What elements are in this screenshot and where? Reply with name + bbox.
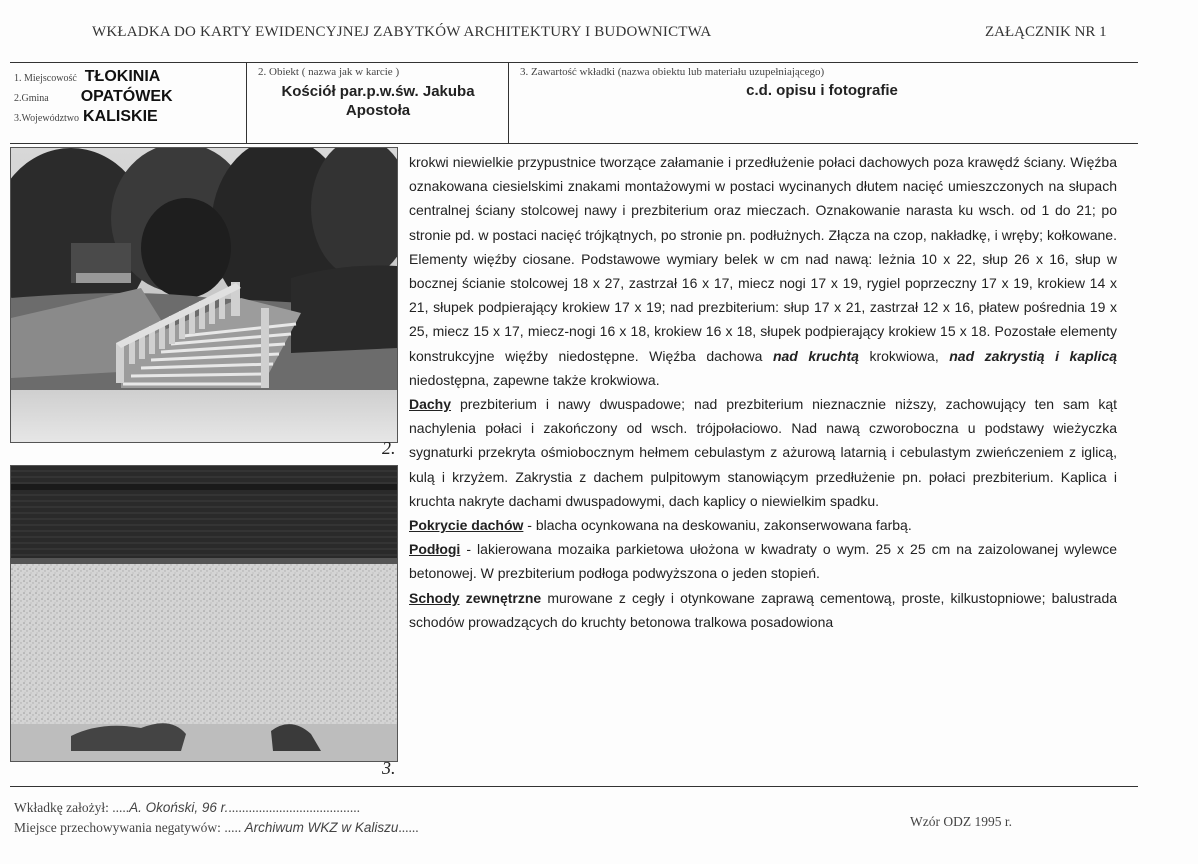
photo-wall <box>10 465 398 762</box>
paragraph-podlogi: Podłogi - lakierowana mozaika parkietowa ułożona w kwadraty o wym. 25 x 25 cm na zaizolowanej wylewce betonowej. W prezbiterium podłoga podwyższona o jeden stopień. <box>409 541 1117 582</box>
heading-schody: Schody <box>409 589 460 606</box>
contents-label: 3. Zawartość wkładki (nazwa obiektu lub materiału uzupełniającego) <box>520 66 825 78</box>
heading-pokrycie: Pokrycie dachów <box>409 517 524 534</box>
footer-rule <box>10 786 1138 787</box>
photo-number-3: 3. <box>382 758 396 778</box>
paragraph-wiezba: krokwi niewielkie przypustnice tworzące załamanie i przedłużenie połaci dachowych poza krawędź ściany. Więźba oznakowana ciesielskimi znakami montażowymi w postaci wycinanych dłutem nacięć umieszczonych na słupach centralnej ściany stolcowej nawy i prezbiterium oraz mieczach. Oznakowanie narasta ku wsch. od 1 do 21; po stronie pd. w postaci nacięć trójkątnych, po stronie pn. podłużnych. Złącza na czop, nakładkę, i wręby; kołkowane. Elementy więźby ciosane. Podstawowe wymiary belek w cm nad nawą: leżnia 10 x 22, słup 26 x 16, słup w bocznej ścianie stolcowej 18 x 27, zastrzał 16 x 17, miecz nogi 17 x 19, rygiel poprzeczny 17 x 19, krokiew 14 x 21, słupek podpierający krokiew 17 x 19; nad prezbiterium: słup 17 x 21, zastrzał 12 x 16, płatew pośrednia 19 x 25, miecz 15 x 17, miecz-nogi 16 x 18, krokiew 16 x 18, słupek podpierający krokiew 15 x 18. Pozostałe elementy konstrukcyjne więźby niedostępne. Więźba dachowa nad kruchtą krokwiowa, nad zakrystią i kaplicą niedostępna, zapewne także krokwiowa. <box>409 154 1118 388</box>
footer-negatives: Miejsce przechowywania negatywów: ..... Archiwum WKZ w Kaliszu...... <box>14 820 419 835</box>
header-bottom-rule <box>10 143 1138 144</box>
description-text <box>409 150 1117 634</box>
header-top-rule <box>10 62 1138 63</box>
photo-stairs <box>10 147 398 443</box>
document-title: WKŁADKA DO KARTY EWIDENCYJNEJ ZABYTKÓW ARCHITEKTURY I BUDOWNICTWA <box>92 24 712 40</box>
paragraph-dachy: Dachy prezbiterium i nawy dwuspadowe; nad prezbiterium nieznacznie niższy, zachowujący ten sam kąt nachylenia połaci i zakończony od wsch. trójpołaciowo. Nad nawą czworoboczna u podstawy wieżyczka sygnaturki przekryta ośmiobocznym hełmem cebulastym z ażurową latarnią i cebulastym zwieńczeniem z iglicą, kulą i krzyżem. Zakrystia z dachem pulpitowym stanowiącym przedłużenie pn. połaci prezbiterium. Kaplica i kruchta nakryte dachami dwuspadowymi, dach kaplicy o niewielkim spadku. <box>409 396 1118 509</box>
column-divider-2 <box>508 62 509 144</box>
location-cell <box>14 68 244 128</box>
photo-number-2: 2. <box>382 438 396 458</box>
column-divider-1 <box>246 62 247 144</box>
gmina-label: 2.Gmina <box>14 93 49 104</box>
paragraph-pokrycie: Pokrycie dachów - blacha ocynkowana na deskowaniu, zakonserwowana farbą. <box>409 517 912 534</box>
wojewodztwo-value: KALISKIE <box>83 108 158 125</box>
gmina-value: OPATÓWEK <box>80 88 173 105</box>
photo-stairs-image <box>11 148 397 442</box>
wojewodztwo-label: 3.Województwo <box>14 113 80 124</box>
contents-value: c.d. opisu i fotografie <box>746 82 898 99</box>
photo-wall-image <box>11 466 397 761</box>
footer-template: Wzór ODZ 1995 r. <box>910 814 1012 829</box>
paragraph-schody: Schody zewnętrzne murowane z cegły i otynkowane zaprawą cementową, proste, kilkustopniowe; balustrada schodów prowadzących do kruchty betonowa tralkowa posadowiona <box>409 589 1118 630</box>
miejscowosc-label: 1. Miejscowość <box>14 73 77 84</box>
heading-podlogi: Podłogi <box>409 541 461 558</box>
miejscowosc-value: TŁOKINIA <box>84 68 161 85</box>
annex-number: ZAŁĄCZNIK NR 1 <box>985 24 1107 40</box>
object-name: Kościół par.p.w.św. Jakuba Apostoła <box>281 83 475 119</box>
object-label: 2. Obiekt ( nazwa jak w karcie ) <box>258 66 400 78</box>
footer-author: Wkładkę założył: .....A. Okoński, 96 r........................................ <box>14 800 361 815</box>
heading-dachy: Dachy <box>409 396 452 413</box>
